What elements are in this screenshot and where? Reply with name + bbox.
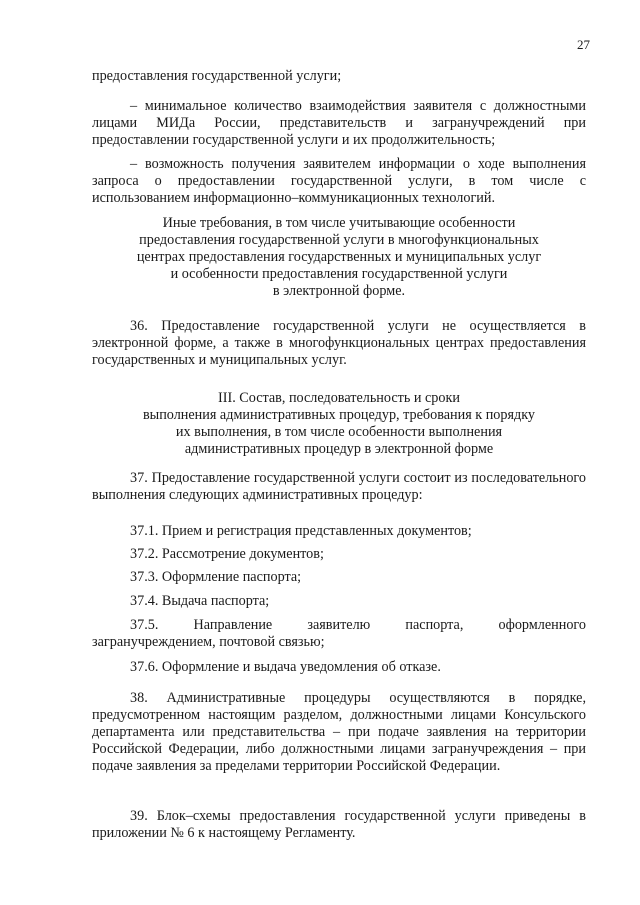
paragraph-interaction-count: – минимальное количество взаимодействия заявителя с должностными лицами МИДа России, представительств и загранучреждений при предоставлении государственной услуги и их продолжительность; — [92, 98, 586, 148]
heading-line: Иные требования, в том числе учитывающие особенности — [162, 215, 516, 231]
heading-line: их выполнения, в том числе особенности выполнения — [175, 424, 503, 440]
list-item-37-2: 37.2. Рассмотрение документов; — [130, 546, 324, 562]
heading-line: предоставления государственной услуги в многофункциональных — [139, 232, 539, 248]
paragraph-38: 38. Административные процедуры осуществляются в порядке, предусмотренном настоящим разделом, должностными лицами Консульского департамента или представительства – при подаче заявления на территории Российской Федерации, либо должностными лицами загранучреждения – при подаче заявления за пределами территории Российской Федерации. — [92, 690, 586, 774]
paragraph-information-access: – возможность получения заявителем информации о ходе выполнения запроса о предоставлении государственной услуги, в том числе с использованием информационно–коммуникационных технологий. — [92, 156, 586, 206]
section-heading-other-requirements — [92, 215, 586, 300]
heading-line: в электронной форме. — [272, 283, 406, 299]
list-item-37-1: 37.1. Прием и регистрация представленных документов; — [130, 523, 472, 539]
paragraph-39: 39. Блок–схемы предоставления государственной услуги приведены в приложении № 6 к настоящему Регламенту. — [92, 808, 586, 841]
heading-line: выполнения административных процедур, требования к порядку — [142, 407, 536, 423]
page-number: 27 — [577, 37, 590, 52]
list-item-37-5: 37.5. Направление заявителю паспорта, оформленного загранучреждением, почтовой связью; — [92, 617, 586, 650]
paragraph-continuation: предоставления государственной услуги; — [92, 68, 342, 84]
section-heading-iii — [92, 390, 586, 458]
list-item-37-4: 37.4. Выдача паспорта; — [130, 593, 270, 609]
list-item-37-3: 37.3. Оформление паспорта; — [130, 569, 302, 585]
list-item-37-6: 37.6. Оформление и выдача уведомления об отказе. — [130, 659, 441, 675]
paragraph-37: 37. Предоставление государственной услуги состоит из последовательного выполнения следующих административных процедур: — [92, 470, 586, 503]
heading-line: и особенности предоставления государственной услуги — [170, 266, 508, 282]
heading-line: III. Состав, последовательность и сроки — [218, 390, 460, 406]
paragraph-36: 36. Предоставление государственной услуги не осуществляется в электронной форме, а также в многофункциональных центрах предоставления государственных и муниципальных услуг. — [92, 318, 586, 368]
heading-line: административных процедур в электронной форме — [184, 441, 494, 457]
heading-line: центрах предоставления государственных и муниципальных услуг — [136, 249, 542, 265]
